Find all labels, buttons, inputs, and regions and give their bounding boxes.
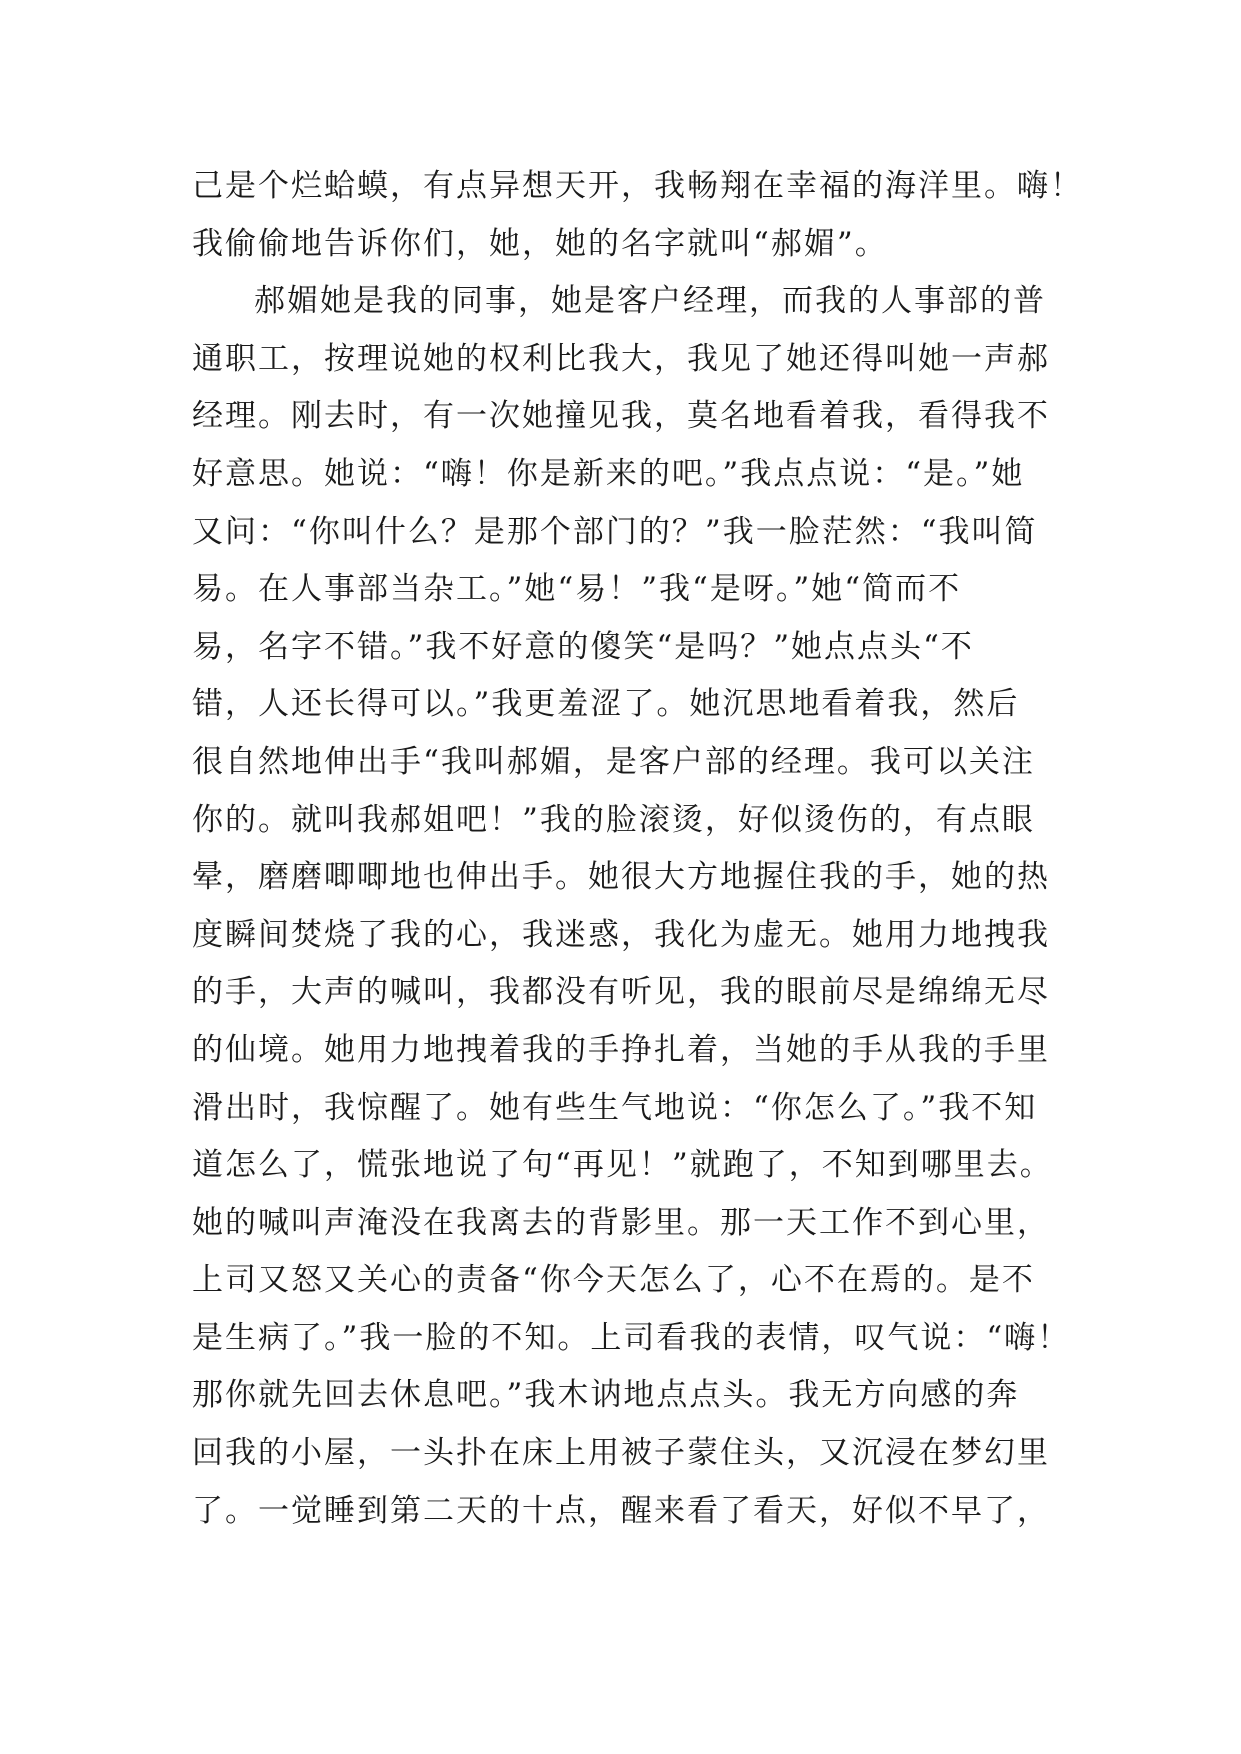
- text-line: 上司又怒又关心的责备“你今天怎么了，心不在焉的。是不: [192, 1262, 1035, 1299]
- text-line: 道怎么了，慌张地说了句“再见！”就跑了，不知到哪里去。: [192, 1147, 1053, 1184]
- text-line: 的仙境。她用力地拽着我的手挣扎着，当她的手从我的手里: [192, 1031, 1050, 1068]
- text-line: 易，名字不错。”我不好意的傻笑“是吗？”她点点头“不: [192, 628, 974, 665]
- paragraph: [192, 158, 1083, 273]
- text-line: 的手，大声的喊叫，我都没有听见，我的眼前尽是绵绵无尽: [192, 974, 1050, 1011]
- text-line: 那你就先回去休息吧。”我木讷地点点头。我无方向感的奔: [192, 1377, 1020, 1414]
- text-line: 己是个烂蛤蟆，有点异想天开，我畅翔在幸福的海洋里。嗨！: [192, 168, 1083, 204]
- text-line: 易。在人事部当杂工。”她“易！”我“是呀。”她“简而不: [192, 571, 962, 608]
- text-line: 好意思。她说：“嗨！你是新来的吧。”我点点说：“是。”她: [192, 455, 1025, 492]
- text-line: 通职工，按理说她的权利比我大，我见了她还得叫她一声郝: [192, 340, 1050, 377]
- text-line: 又问：“你叫什么？是那个部门的？”我一脸茫然：“我叫简: [192, 513, 1038, 550]
- text-line: 滑出时，我惊醒了。她有些生气地说：“你怎么了。”我不知: [192, 1089, 1038, 1126]
- text-line: 郝媚她是我的同事，她是客户经理，而我的人事部的普: [254, 283, 1046, 320]
- text-line: 你的。就叫我郝姐吧！”我的脸滚烫，好似烫伤的，有点眼: [192, 801, 1035, 838]
- text-line: 经理。刚去时，有一次她撞见我，莫名地看着我，看得我不: [192, 398, 1050, 435]
- text-line: 很自然地伸出手“我叫郝媚，是客户部的经理。我可以关注: [192, 743, 1035, 780]
- text-line: 是生病了。”我一脸的不知。上司看我的表情，叹气说：“嗨！: [192, 1319, 1071, 1356]
- text-line: 她的喊叫声淹没在我离去的背影里。那一天工作不到心里，: [192, 1204, 1050, 1241]
- text-line: 错，人还长得可以。”我更羞涩了。她沉思地看着我，然后: [192, 686, 1020, 723]
- text-line: 我偷偷地告诉你们，她，她的名字就叫“郝媚”。: [192, 225, 888, 262]
- text-line: 晕，磨磨唧唧地也伸出手。她很大方地握住我的手，她的热: [192, 859, 1050, 896]
- paragraph: [192, 273, 1072, 1540]
- document-body: [192, 158, 1083, 1540]
- text-line: 了。一觉睡到第二天的十点，醒来看了看天，好似不早了，: [192, 1492, 1050, 1529]
- text-line: 回我的小屋，一头扑在床上用被子蒙住头，又沉浸在梦幻里: [192, 1435, 1050, 1472]
- text-line: 度瞬间焚烧了我的心，我迷惑，我化为虚无。她用力地拽我: [192, 916, 1050, 953]
